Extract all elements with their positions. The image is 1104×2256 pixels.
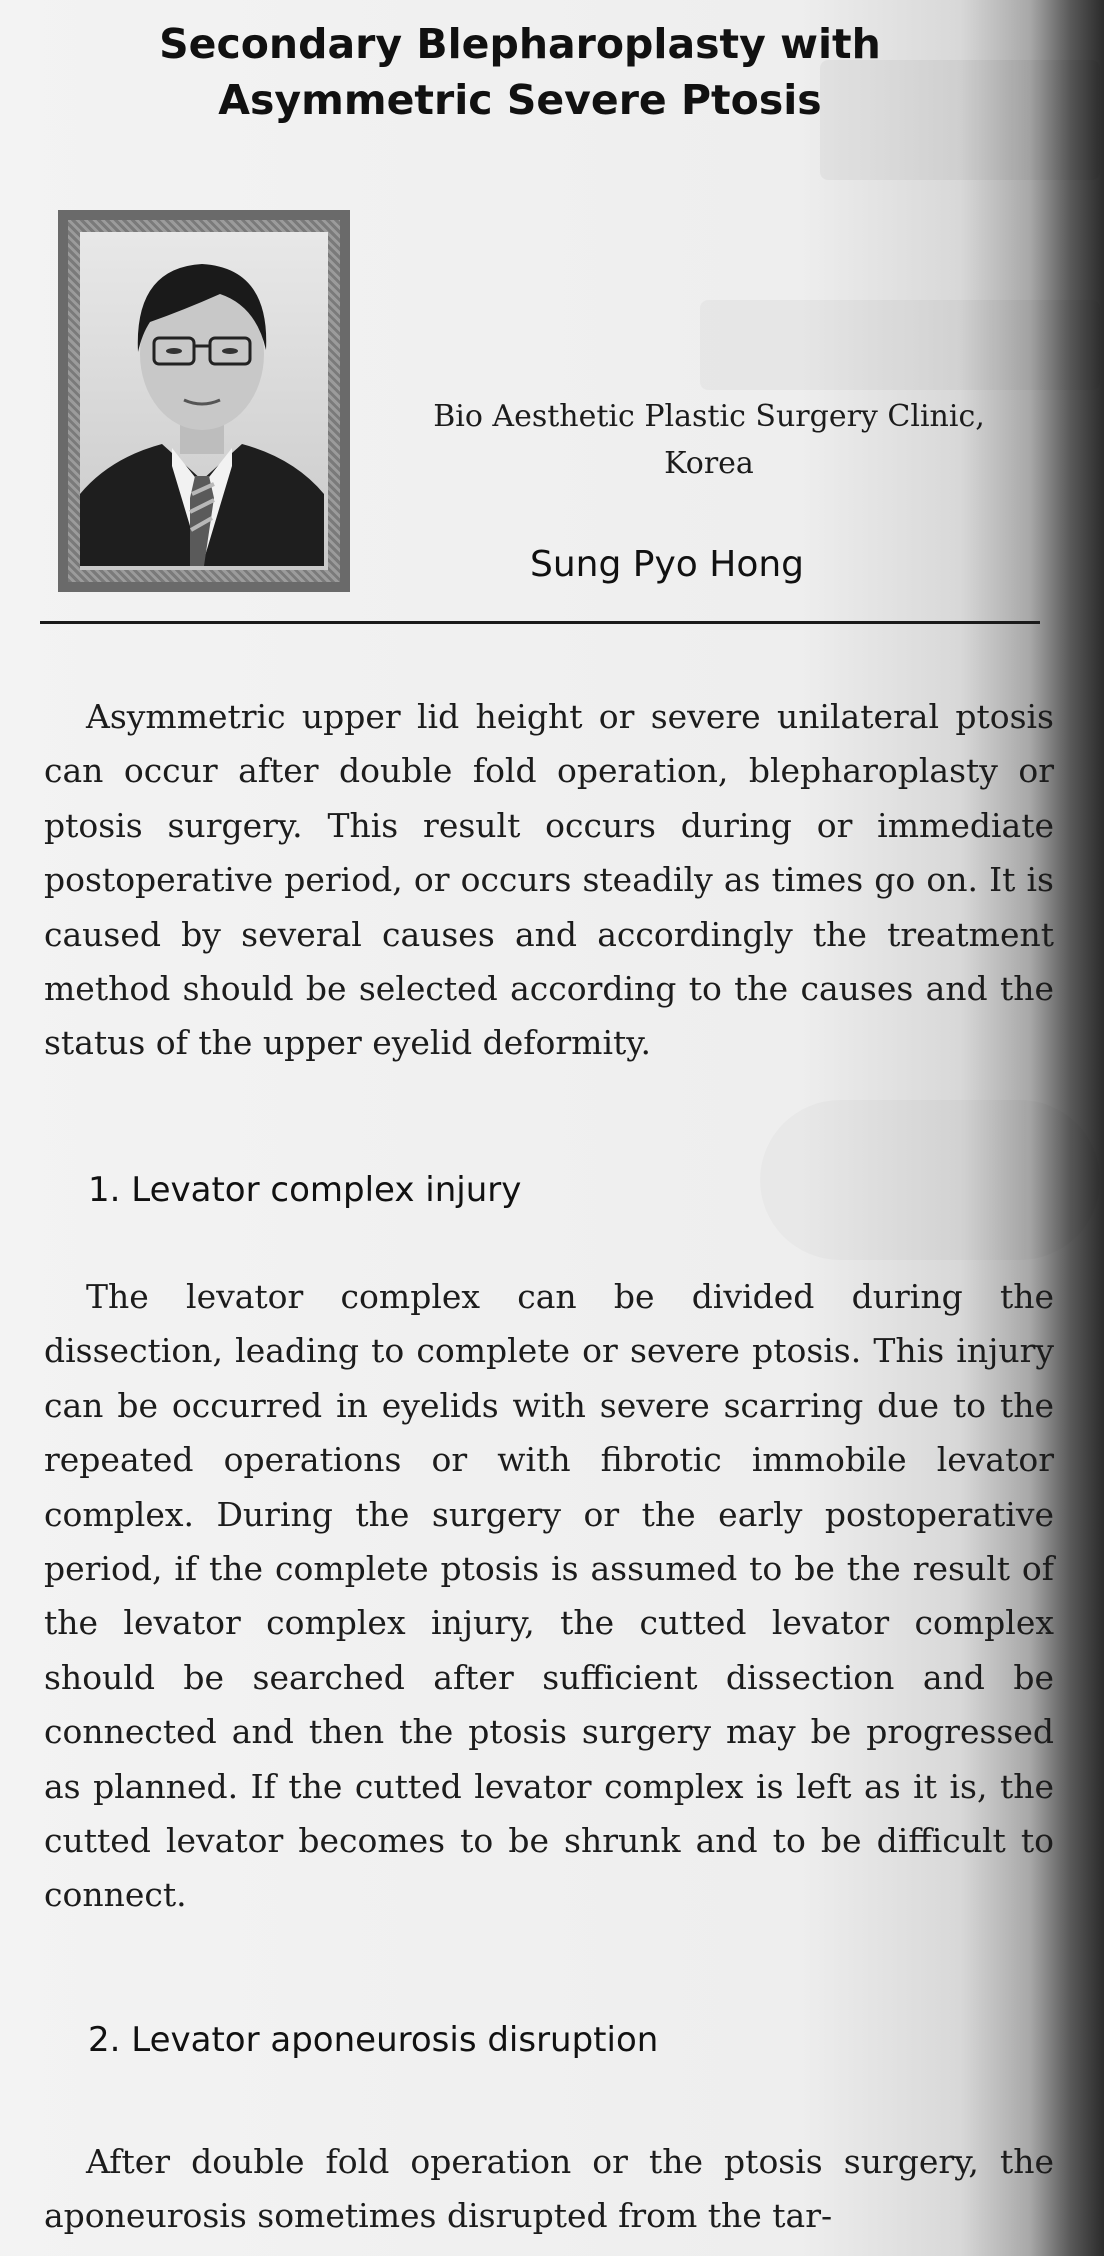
header-divider: [40, 621, 1040, 624]
title-line-1: Secondary Blepharoplasty with: [159, 20, 881, 68]
section-1-paragraph: The levator complex can be divided during the dissection, leading to complete or severe ptosis. This injury can be occurred in eyelids with severe scarring due to the repeated operations or with fibrotic immobile levator complex. During the surgery or the early postoperative period, if the complete ptosis is assumed to be the result of the levator complex injury, the cutted levator complex should be searched after sufficient dissection and be connected and then the ptosis surgery may be progressed as planned. If the cutted levator complex is left as it is, the cutted levator becomes to be shrunk and to be difficult to connect.: [44, 1277, 1054, 1915]
intro-paragraph: Asymmetric upper lid height or severe unilateral ptosis can occur after double fold operation, blepharoplasty or ptosis surgery. This result occurs during or immediate postoperative period, or occurs steadily as times go on. It is caused by several causes and accordingly the treatment method should be selected according to the causes and the status of the upper eyelid deformity.: [44, 697, 1054, 1063]
article-title: [120, 16, 920, 128]
author-name: Sung Pyo Hong: [530, 544, 805, 585]
affiliation-line-2: Korea: [664, 446, 754, 481]
author-photo-frame: [58, 210, 350, 592]
author-affiliation: [384, 393, 1034, 487]
author-photo: [80, 232, 328, 570]
portrait-illustration: [80, 232, 324, 566]
affiliation-line-1: Bio Aesthetic Plastic Surgery Clinic,: [433, 399, 985, 434]
title-line-2: Asymmetric Severe Ptosis: [218, 76, 822, 124]
section-2-paragraph: After double fold operation or the ptosis surgery, the aponeurosis sometimes disrupted from the tar-: [44, 2142, 1054, 2236]
section-heading-2: 2. Levator aponeurosis disruption: [88, 2020, 659, 2060]
section-heading-1: 1. Levator complex injury: [88, 1170, 522, 1210]
